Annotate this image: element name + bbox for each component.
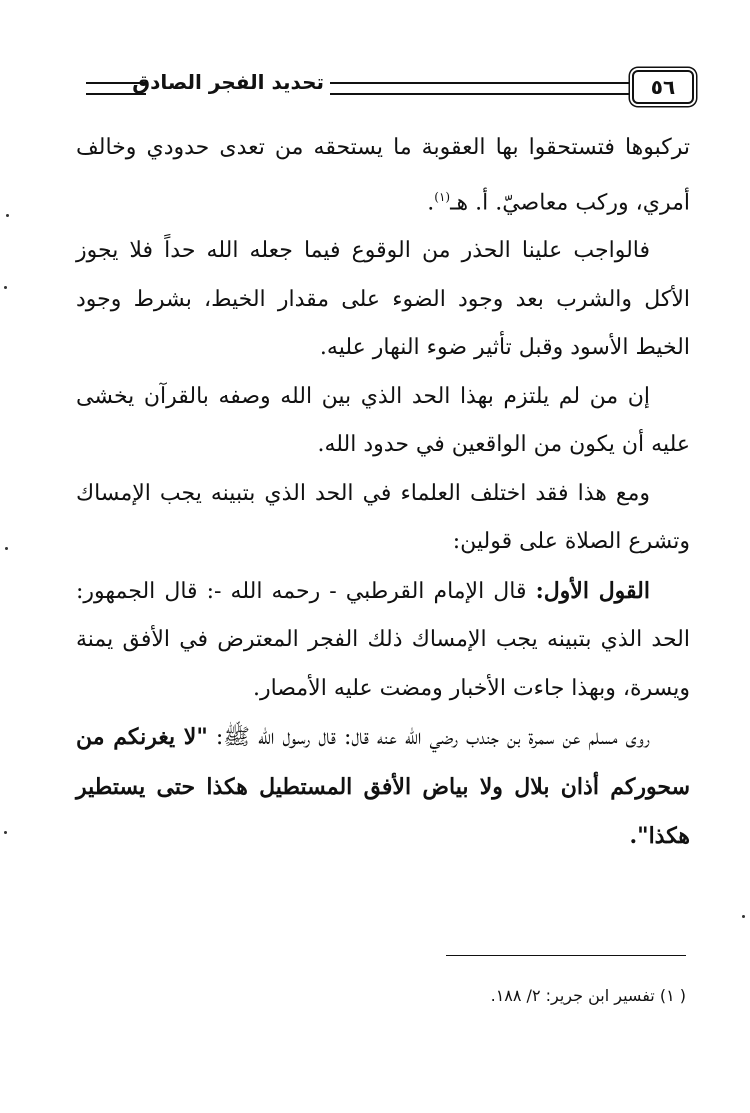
margin-speck [4, 286, 7, 289]
paragraph-6 [76, 713, 690, 862]
page-number: ٥٦ [632, 70, 694, 104]
margin-speck [4, 831, 7, 834]
page-header [78, 68, 700, 108]
margin-speck [742, 915, 745, 918]
body-text [76, 124, 690, 862]
paragraph-1: تركبوها فتستحقوا بها العقوبة ما يستحقه من تعدى حدودي وخالف أمري، وركب معاصيّ. أ. هـ$^{(١)}$. [76, 135, 690, 215]
footnote: ( ١) تفسير ابن جرير: ٢/ ١٨٨. [490, 986, 686, 1005]
margin-speck [6, 214, 9, 217]
paragraph-5 [76, 567, 690, 714]
paragraph-6-text: روى مسلم عن سمرة بن جندب رضي الله عنه قال: قال رسول الله ﷺ: [215, 725, 650, 751]
hadith-quote: "لا يغرنكم من سحوركم أذان بلال ولا بياض الأفق المستطيل هكذا حتى يستطير هكذا". [76, 724, 690, 850]
paragraph-3: إن من لم يلتزم بهذا الحد الذي بين الله وصفه بالقرآن يخشى عليه أن يكون من الواقعين في حدود الله. [76, 383, 690, 458]
running-title: تحديد الفجر الصادق [132, 70, 324, 94]
footnote-separator [446, 955, 686, 956]
paragraph-2: فالواجب علينا الحذر من الوقوع فيما جعله الله حداً فلا يجوز الأكل والشرب بعد وجود الضوء على مقدار الخيط، بشرط وجود الخيط الأسود وقبل تأثير ضوء النهار عليه. [76, 238, 690, 361]
paragraph-4: ومع هذا فقد اختلف العلماء في الحد الذي بتبينه يجب الإمساك وتشرع الصلاة على قولين: [76, 480, 690, 555]
footnote-marker: (١) [434, 189, 451, 204]
paragraph-1-text: تركبوها فتستحقوا بها العقوبة ما يستحقه من تعدى حدودي وخالف أمري، وركب معاصيّ. أ. هـ [76, 135, 690, 215]
paragraph-5-lead: القول الأول: [535, 577, 650, 604]
header-rule-right [330, 82, 660, 95]
paragraph-5-text: قال الإمام القرطبي - رحمه الله -: قال الجمهور: الحد الذي بتبينه يجب الإمساك ذلك الفجر المعترض في الأفق يمنة ويسرة، وبهذا جاءت الأخبار ومضت عليه الأمصار. [76, 578, 690, 701]
margin-speck [5, 547, 8, 550]
